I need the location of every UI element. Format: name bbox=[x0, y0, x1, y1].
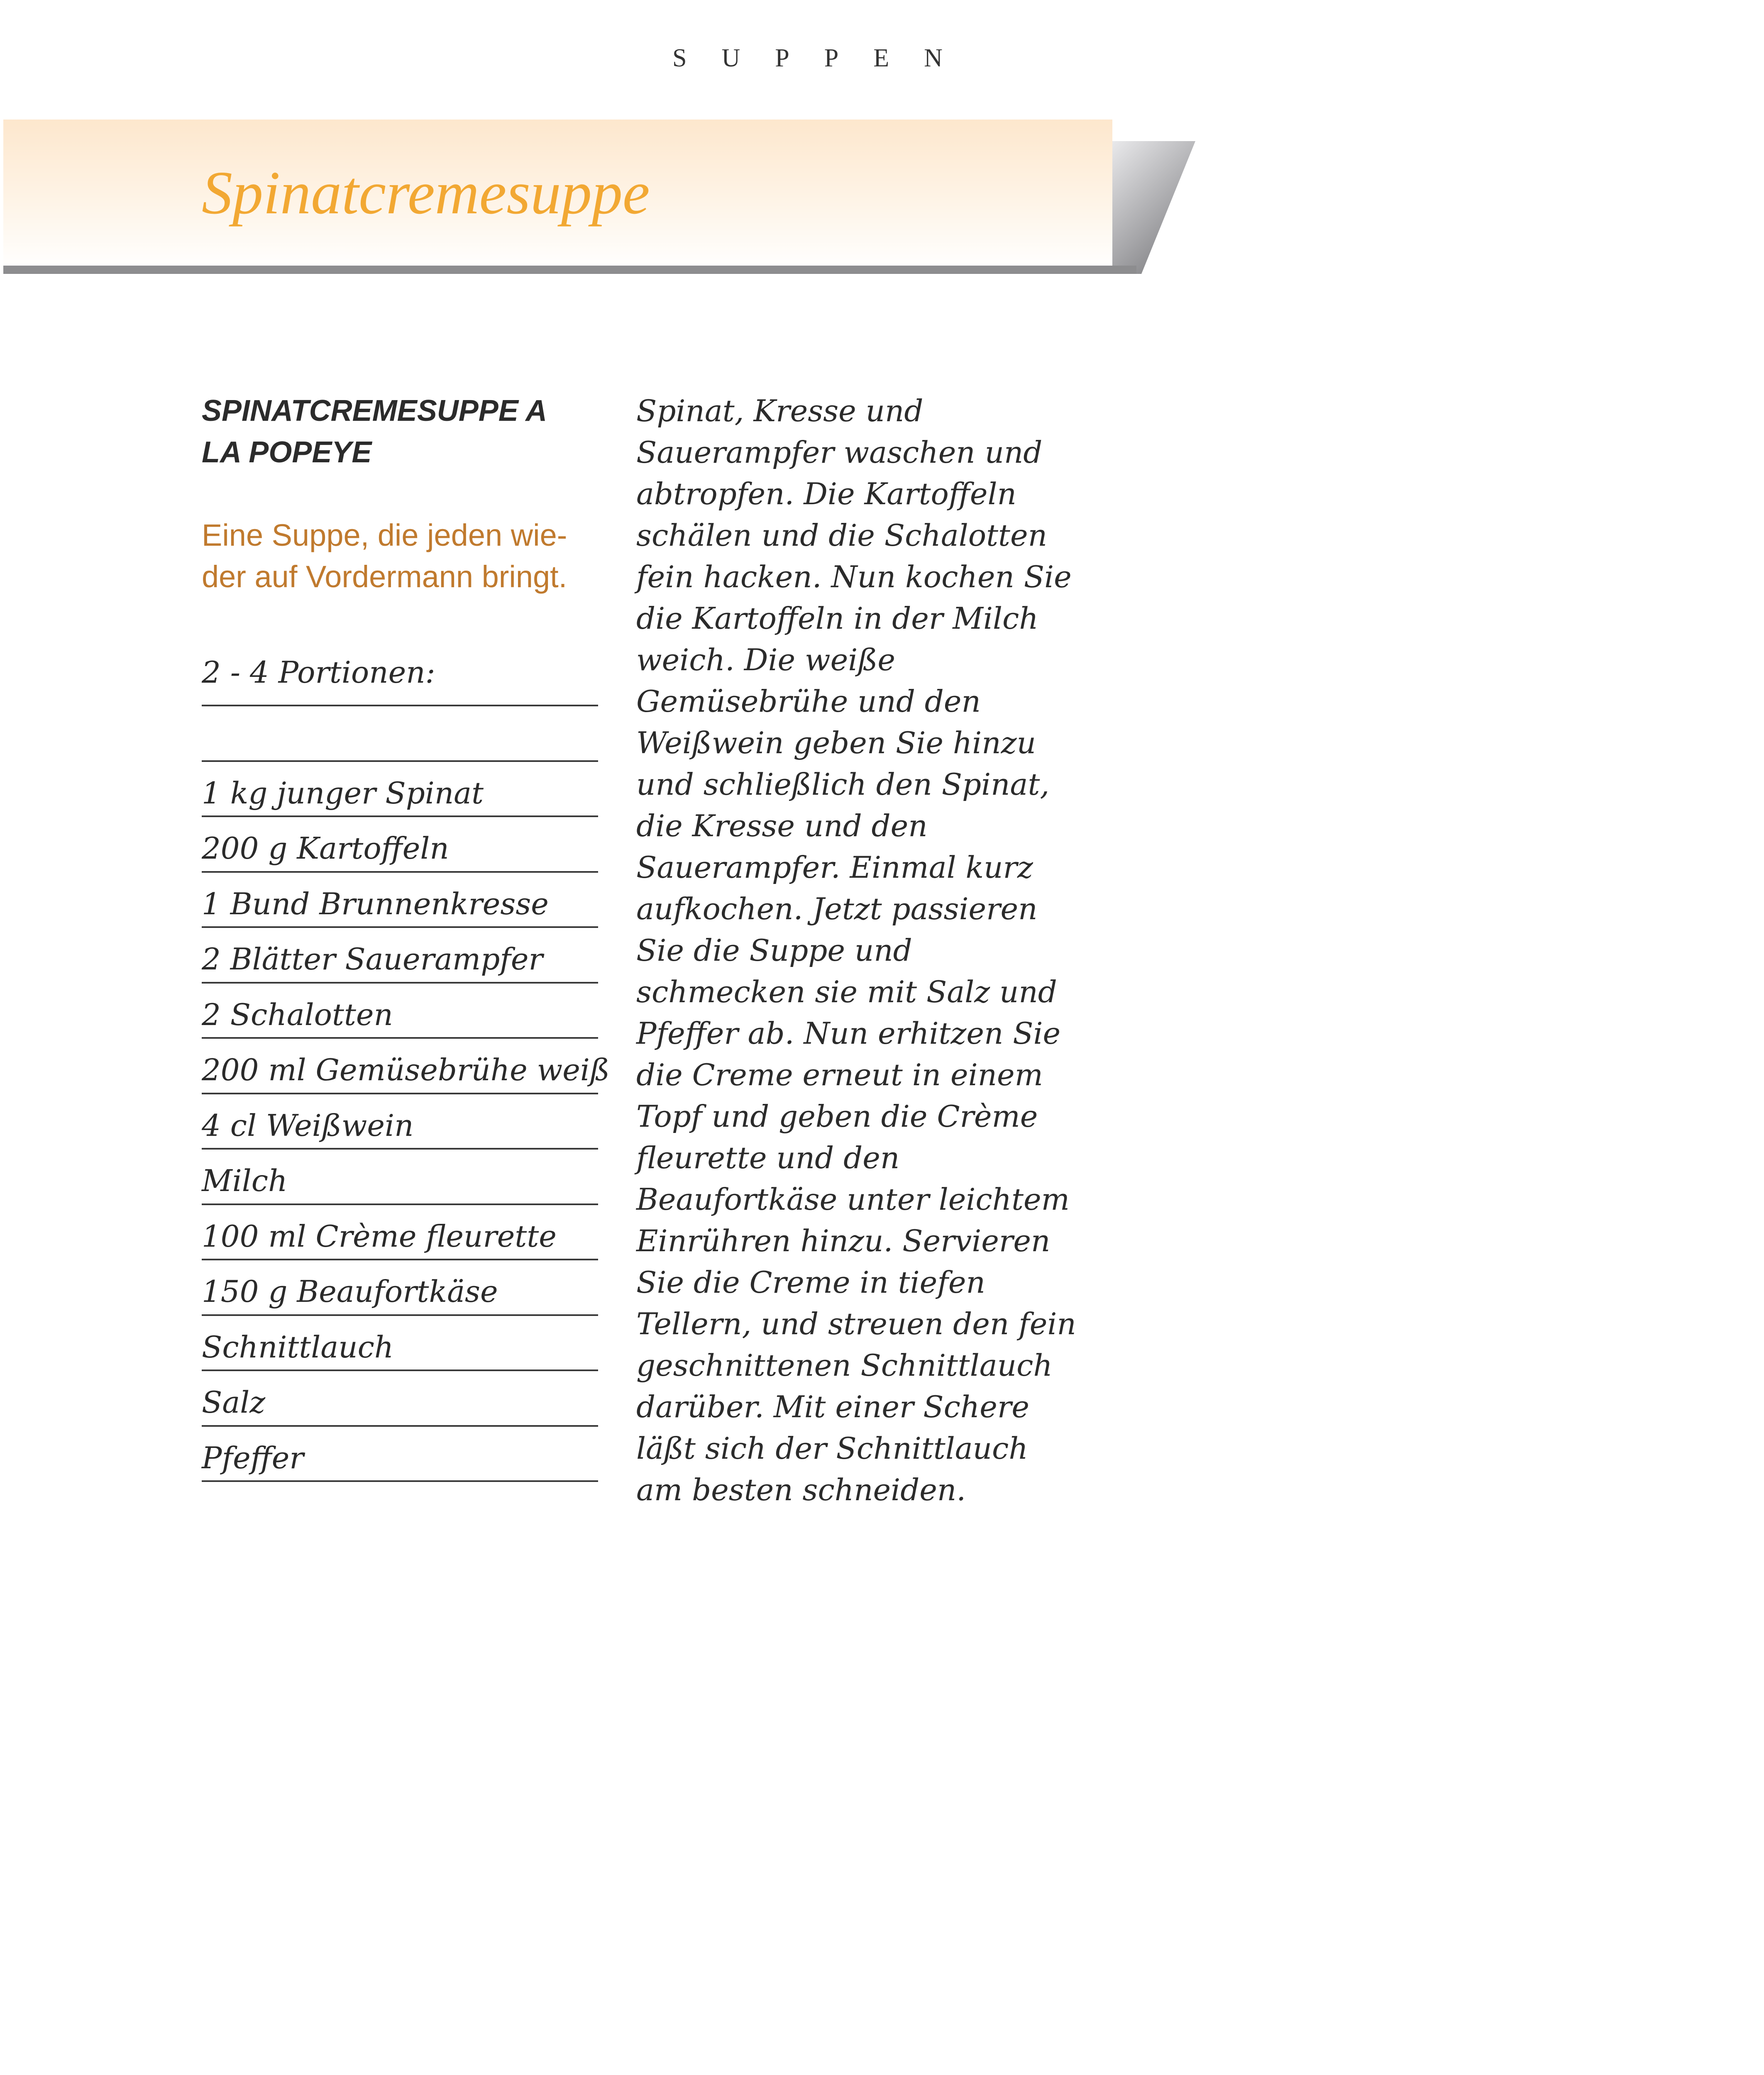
ingredient-item: Milch bbox=[202, 1150, 598, 1205]
recipe-name-line-1: SPINATCREMESUPPE A bbox=[202, 394, 547, 427]
instruction-line: die Creme erneut in einem bbox=[636, 1057, 1043, 1092]
ingredient-item: 1 kg junger Spinat bbox=[202, 762, 598, 818]
ingredient-item bbox=[202, 706, 598, 762]
instruction-line: Topf und geben die Crème bbox=[636, 1099, 1038, 1134]
instruction-line: läßt sich der Schnittlauch bbox=[636, 1431, 1028, 1466]
instruction-line: geschnittenen Schnittlauch bbox=[636, 1348, 1053, 1383]
tagline-line-2: der auf Vordermann bringt. bbox=[202, 559, 567, 594]
instruction-line: fein hacken. Nun kochen Sie bbox=[636, 559, 1072, 594]
instruction-line: Sie die Suppe und bbox=[636, 933, 912, 968]
instruction-line: fleurette und den bbox=[636, 1140, 900, 1175]
instruction-line: Sauerampfer. Einmal kurz bbox=[636, 850, 1033, 885]
instructions-text bbox=[636, 390, 1076, 1511]
recipe-name-line-2: LA POPEYE bbox=[202, 436, 372, 469]
ingredient-item: 150 g Beaufortkäse bbox=[202, 1260, 598, 1316]
instruction-line: Sie die Creme in tiefen bbox=[636, 1265, 985, 1300]
ingredient-item: Schnittlauch bbox=[202, 1316, 598, 1372]
portions-label: 2 - 4 Portionen: bbox=[202, 652, 598, 706]
instruction-line: Einrühren hinzu. Servieren bbox=[636, 1223, 1051, 1258]
instruction-line: Beaufortkäse unter leichtem bbox=[636, 1182, 1070, 1217]
title-banner-shadow-bar bbox=[3, 266, 1136, 274]
ingredient-item: 100 ml Crème fleurette bbox=[202, 1205, 598, 1261]
instruction-line: Sauerampfer waschen und bbox=[636, 435, 1043, 470]
ingredient-item: 2 Blätter Sauerampfer bbox=[202, 928, 598, 984]
instruction-line: die Kartoffeln in der Milch bbox=[636, 601, 1038, 636]
instruction-line: und schließlich den Spinat, bbox=[636, 767, 1050, 802]
ingredient-list bbox=[202, 706, 610, 1482]
section-header: SUPPEN bbox=[672, 44, 977, 72]
ingredient-item: 200 ml Gemüsebrühe weiß bbox=[202, 1039, 598, 1094]
title-banner-shadow-wedge bbox=[1112, 141, 1195, 274]
recipe-name bbox=[202, 390, 598, 473]
instruction-line: schälen und die Schalotten bbox=[636, 518, 1047, 553]
recipe-tagline bbox=[202, 515, 598, 598]
ingredient-item: 2 Schalotten bbox=[202, 984, 598, 1039]
ingredient-item: 1 Bund Brunnenkresse bbox=[202, 873, 598, 928]
page-title: Spinatcremesuppe bbox=[202, 159, 650, 227]
instruction-line: Tellern, und streuen den fein bbox=[636, 1306, 1076, 1341]
instruction-line: darüber. Mit einer Schere bbox=[636, 1389, 1029, 1424]
instruction-line: schmecken sie mit Salz und bbox=[636, 974, 1057, 1009]
tagline-line-1: Eine Suppe, die jeden wie- bbox=[202, 518, 567, 552]
ingredient-item: Salz bbox=[202, 1371, 598, 1427]
instruction-line: weich. Die weiße bbox=[636, 642, 895, 677]
instruction-line: Gemüsebrühe und den bbox=[636, 684, 981, 719]
ingredient-item: Pfeffer bbox=[202, 1427, 598, 1482]
instruction-line: Pfeffer ab. Nun erhitzen Sie bbox=[636, 1016, 1061, 1051]
instruction-line: Weißwein geben Sie hinzu bbox=[636, 725, 1036, 760]
ingredient-item: 200 g Kartoffeln bbox=[202, 817, 598, 873]
ingredient-item: 4 cl Weißwein bbox=[202, 1094, 598, 1150]
instruction-line: abtropfen. Die Kartoffeln bbox=[636, 476, 1016, 511]
ingredients-column bbox=[202, 390, 610, 1482]
instruction-line: aufkochen. Jetzt passieren bbox=[636, 891, 1038, 926]
instruction-line: die Kresse und den bbox=[636, 808, 928, 843]
instruction-line: am besten schneiden. bbox=[636, 1472, 966, 1507]
instruction-line: Spinat, Kresse und bbox=[636, 393, 924, 428]
